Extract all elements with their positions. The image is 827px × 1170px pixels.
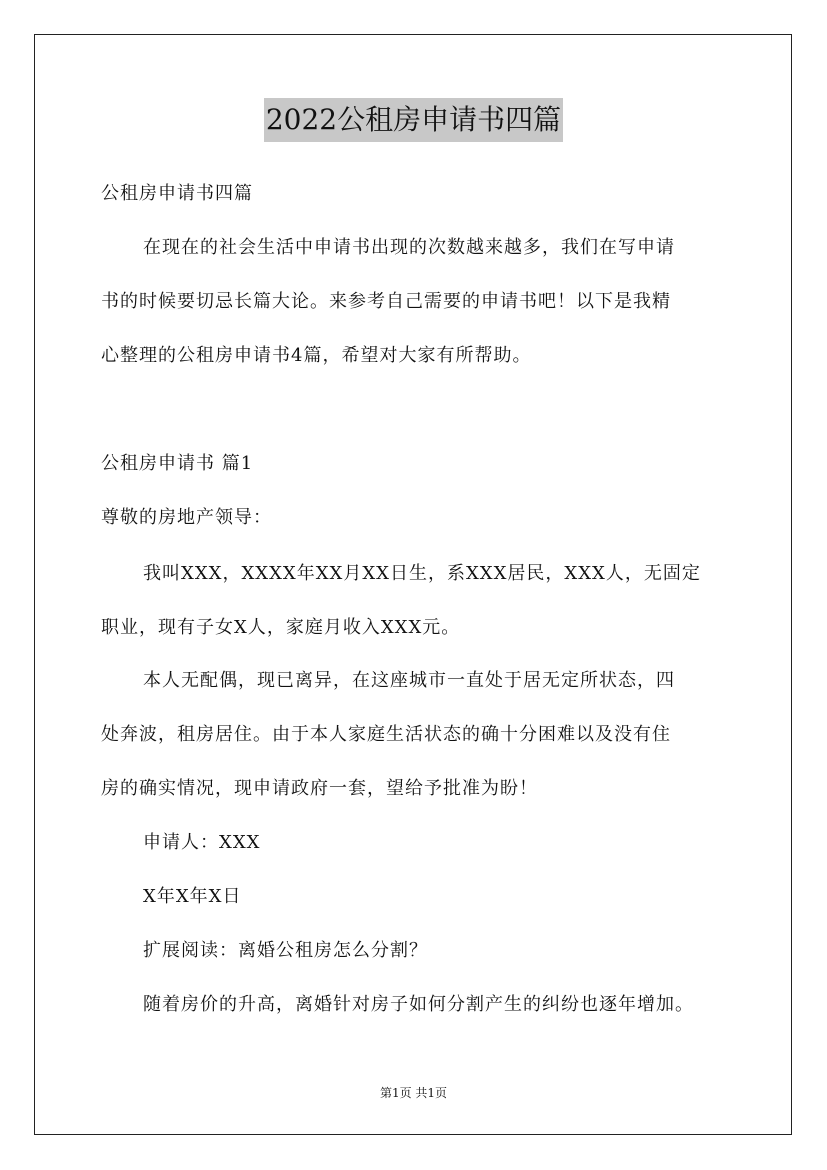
intro-line-2: 书的时候要切忌长篇大论。来参考自己需要的申请书吧！以下是我精 [101, 291, 671, 312]
para2-line-3: 房的确实情况，现申请政府一套，望给予批准为盼！ [101, 778, 538, 799]
date: X年X年X日 [143, 886, 242, 907]
para2-line-1: 本人无配偶，现已离异，在这座城市一直处于居无定所状态，四 [143, 670, 675, 691]
section-heading: 公租房申请书 篇1 [101, 453, 254, 474]
para1-line-2: 职业，现有子女X人，家庭月收入XXX元。 [101, 617, 461, 638]
para1-line-1: 我叫XXX，XXXX年XX月XX日生，系XXX居民，XXX人，无固定 [143, 563, 701, 584]
extended-reading: 扩展阅读：离婚公租房怎么分割？ [143, 940, 428, 961]
document-title: 2022公租房申请书四篇 [264, 98, 563, 142]
title-container [0, 98, 827, 142]
salutation: 尊敬的房地产领导： [101, 507, 272, 528]
page-footer: 第1页 共1页 [379, 1086, 448, 1100]
applicant: 申请人：XXX [143, 832, 261, 853]
para2-line-2: 处奔波，租房居住。由于本人家庭生活状态的确十分困难以及没有住 [101, 724, 671, 745]
intro-line-3: 心整理的公租房申请书4篇，希望对大家有所帮助。 [101, 345, 532, 366]
intro-line-1: 在现在的社会生活中申请书出现的次数越来越多，我们在写申请 [143, 237, 675, 258]
last-line: 随着房价的升高，离婚针对房子如何分割产生的纠纷也逐年增加。 [143, 994, 694, 1015]
subtitle: 公租房申请书四篇 [101, 183, 253, 204]
